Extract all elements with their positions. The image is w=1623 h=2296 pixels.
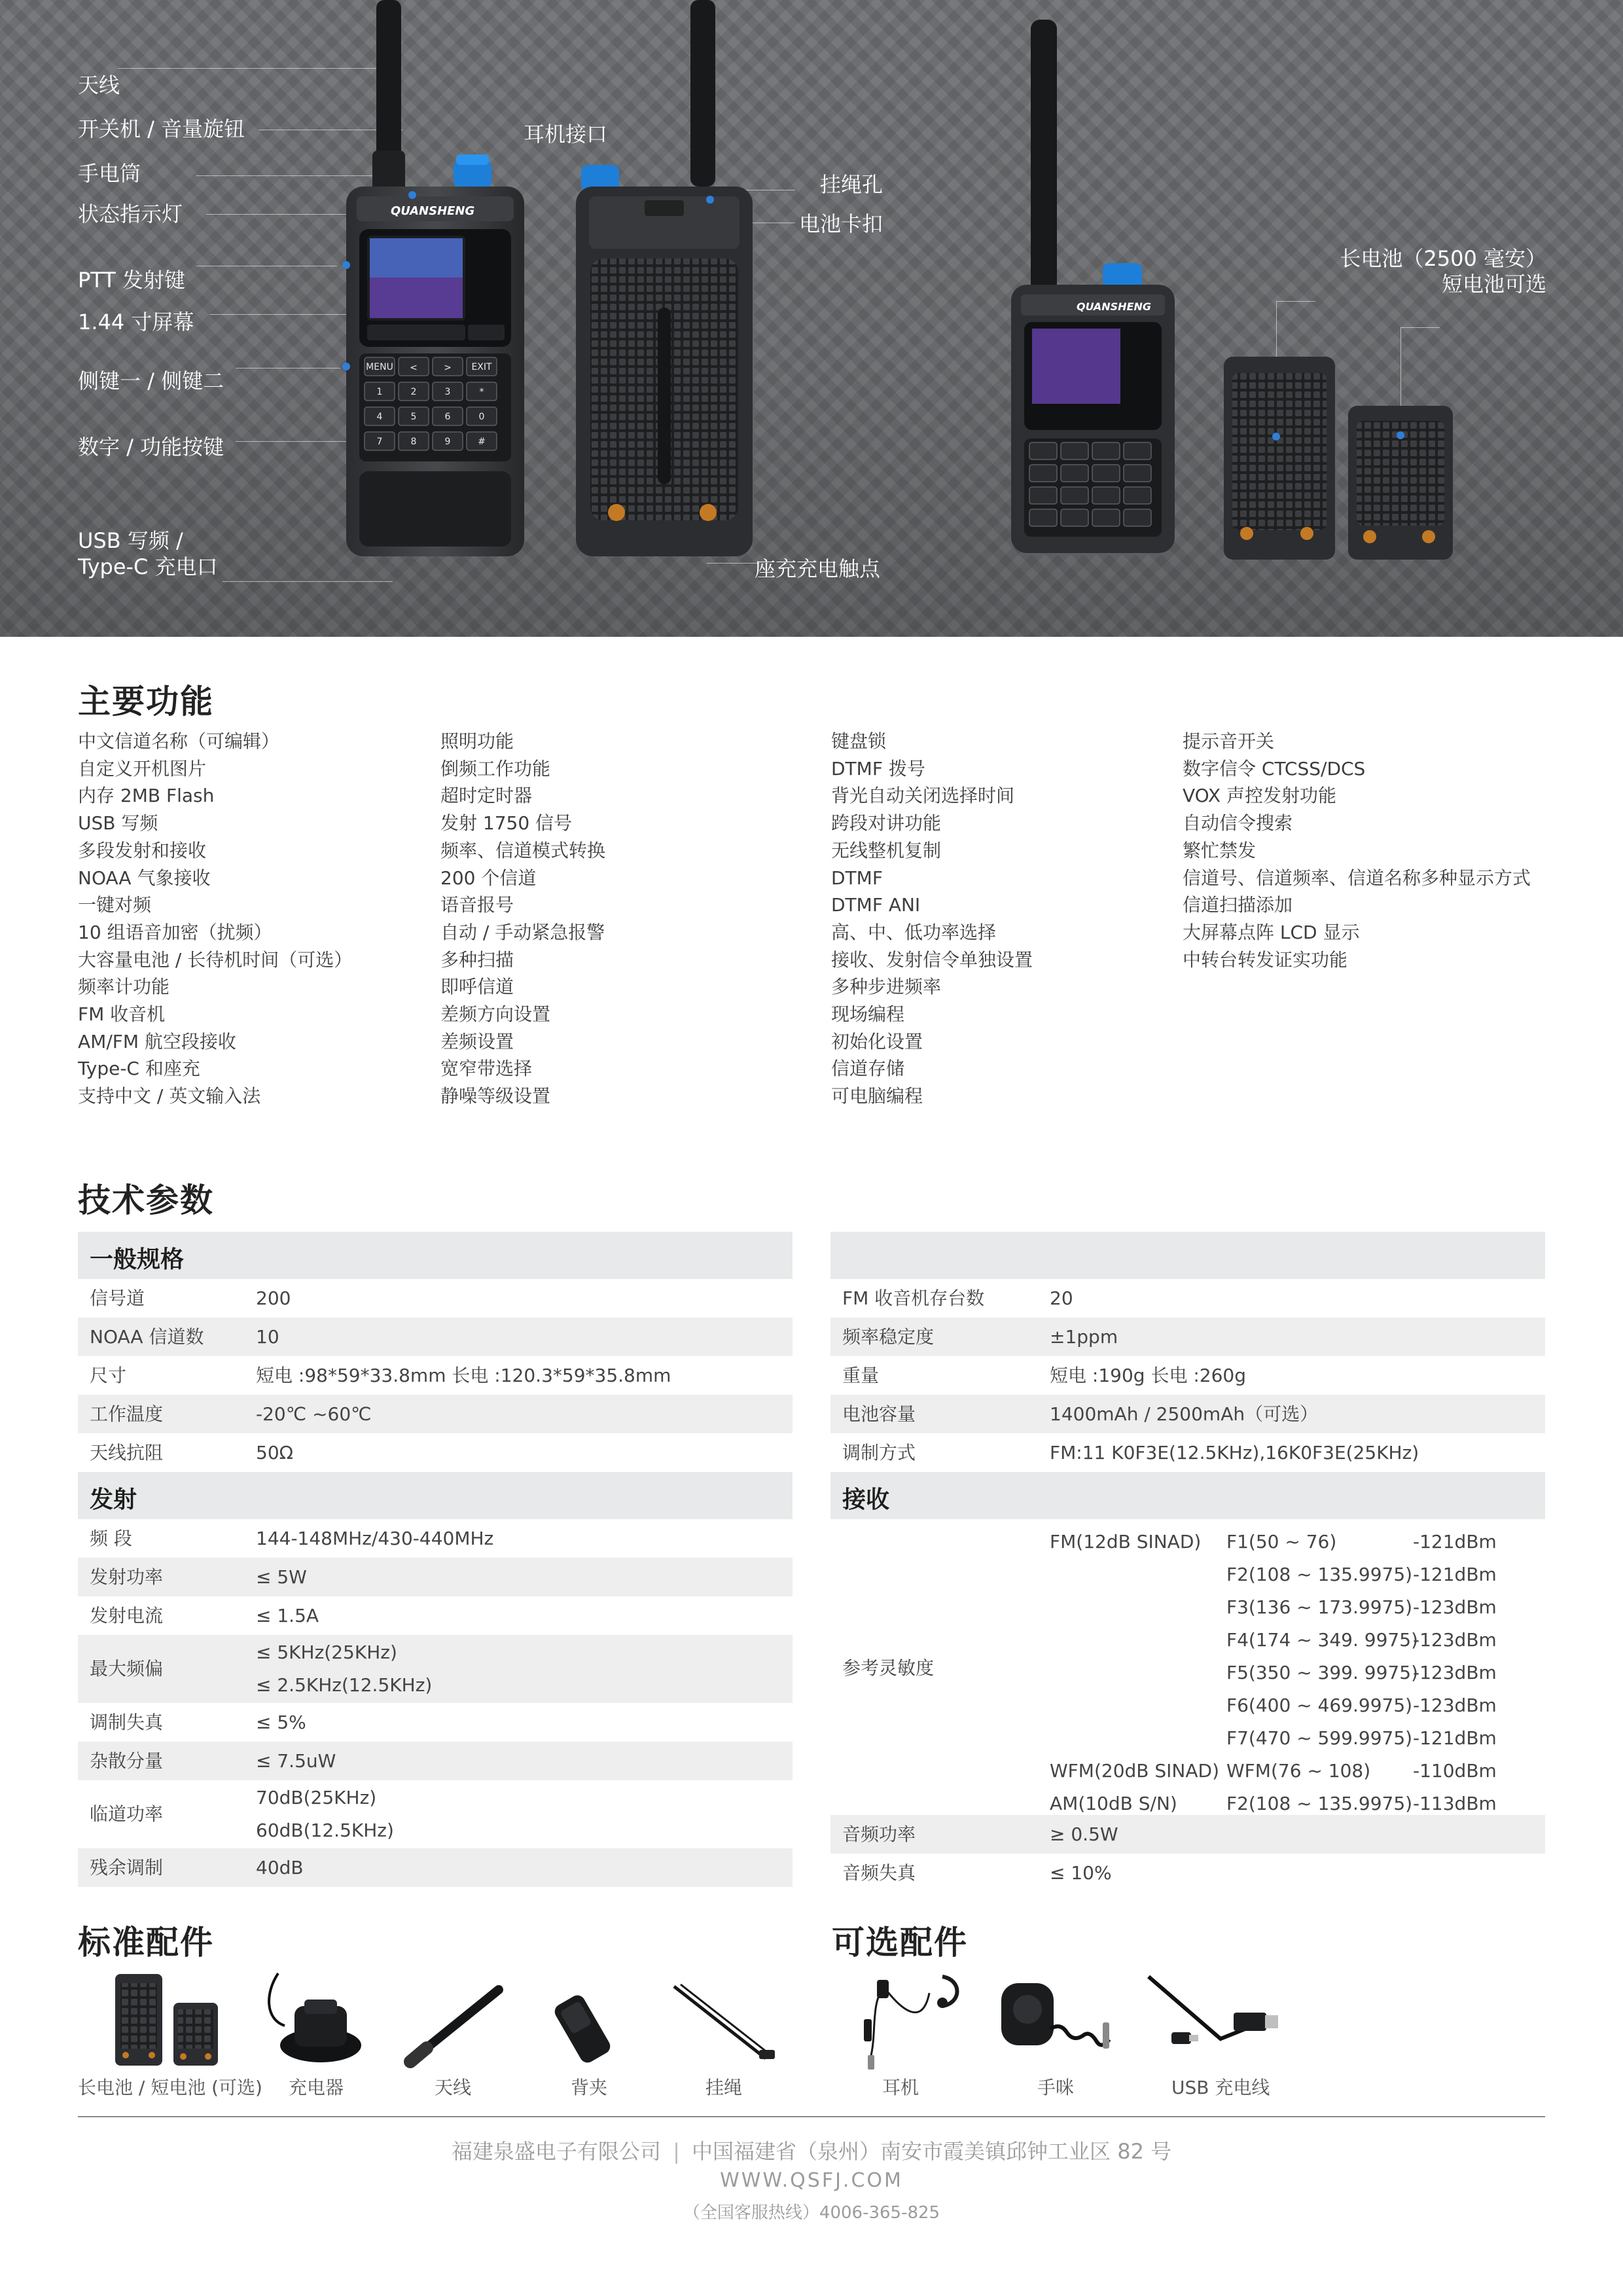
feature-item: USB 写频	[78, 812, 158, 834]
spec-row: 音频功率 ≥ 0.5W	[830, 1815, 1545, 1854]
callout-ptt-key: PTT 发射键	[78, 268, 186, 293]
spec-row: 调制方式 FM:11 K0F3E(12.5KHz),16K0F3E(25KHz)	[842, 1442, 1419, 1463]
svg-text:7: 7	[376, 437, 383, 447]
company-url[interactable]: WWW.QSFJ.COM	[720, 2169, 903, 2192]
spec-row: 尺寸 短电 :98*59*33.8mm 长电 :120.3*59*35.8mm	[90, 1365, 671, 1386]
features-column-2	[440, 728, 605, 1110]
spec-row: 杂散分量 ≤ 7.5uW	[78, 1742, 793, 1780]
standard-accessories-heading: 标准配件	[78, 1924, 214, 1962]
footer-divider	[78, 2116, 1545, 2117]
feature-item: 200 个信道	[440, 867, 537, 889]
sensitivity-value: -123dBm	[1413, 1662, 1497, 1683]
callout-battery-latch: 电池卡扣	[799, 211, 883, 236]
svg-text:5: 5	[410, 412, 417, 422]
callout-keypad: 数字 / 功能按键	[78, 435, 224, 459]
feature-item: 静噪等级设置	[440, 1085, 551, 1107]
svg-text:8: 8	[410, 437, 417, 447]
belt-clip-image	[553, 1986, 632, 2065]
lanyard-image	[668, 1977, 785, 2068]
features-column-3	[831, 728, 1033, 1110]
feature-item: 自动 / 手动紧急报警	[440, 921, 605, 943]
feature-item: 大容量电池 / 长待机时间（可选）	[78, 948, 353, 971]
earphone-caption: 耳机	[882, 2077, 919, 2098]
feature-item: 中文信道名称（可编辑）	[78, 730, 280, 752]
feature-item: NOAA 气象接收	[78, 867, 211, 889]
feature-item: DTMF ANI	[831, 894, 921, 916]
svg-text:*: *	[479, 387, 484, 397]
svg-text:2: 2	[410, 387, 417, 397]
sensitivity-band: F2(108 ~ 135.9975)	[1226, 1793, 1413, 1814]
spec-row: 残余调制 40dB	[78, 1848, 793, 1887]
sensitivity-value: -123dBm	[1413, 1695, 1497, 1716]
feature-item: 可电脑编程	[831, 1085, 923, 1107]
hand-microphone-image	[995, 1977, 1113, 2068]
sensitivity-value: -123dBm	[1413, 1596, 1497, 1618]
spec-row: FM 收音机存台数 20	[842, 1287, 1073, 1309]
spec-row: 发射功率 ≤ 5W	[78, 1558, 793, 1596]
hand-microphone-caption: 手咪	[1037, 2077, 1075, 2098]
callout-flashlight: 手电筒	[78, 161, 141, 186]
feature-item: 自动信令搜索	[1183, 812, 1293, 834]
feature-item: 即呼信道	[440, 976, 514, 998]
feature-item: 语音报号	[440, 894, 514, 916]
sensitivity-value: -121dBm	[1413, 1531, 1497, 1552]
feature-item: 接收、发射信令单独设置	[831, 948, 1033, 971]
feature-item: 无线整机复制	[831, 839, 942, 861]
callout-short-battery: 短电池可选	[1441, 272, 1546, 296]
svg-text:6: 6	[444, 412, 451, 422]
battery-accessory-image	[111, 1970, 223, 2068]
svg-text:4: 4	[376, 412, 383, 422]
specs-heading: 技术参数	[78, 1181, 214, 1219]
feature-item: 信道号、信道频率、信道名称多种显示方式	[1183, 867, 1531, 889]
callout-screen: 1.44 寸屏幕	[78, 310, 194, 334]
feature-item: 照明功能	[440, 730, 514, 752]
spec-row: 临道功率 70dB(25KHz) 60dB(12.5KHz)	[90, 1787, 394, 1841]
features-heading: 主要功能	[78, 683, 214, 721]
spec-row: 天线抗阻 50Ω	[90, 1442, 294, 1463]
company-address: 中国福建省（泉州）南安市霞美镇邱钟工业区 82 号	[692, 2139, 1172, 2164]
spec-row: 信号道 200	[90, 1287, 291, 1309]
feature-item: 数字信令 CTCSS/DCS	[1183, 757, 1366, 780]
spec-row: 重量 短电 :190g 长电 :260g	[842, 1365, 1247, 1386]
rx-spec-header: 接收	[830, 1472, 1545, 1519]
svg-text:1: 1	[376, 387, 383, 397]
callout-earphone-jack: 耳机接口	[524, 122, 608, 147]
earphone-image	[844, 1967, 969, 2072]
product-hero	[0, 0, 1623, 637]
feature-item: VOX 声控发射功能	[1183, 785, 1336, 807]
svg-text:<: <	[410, 363, 418, 373]
spec-row: NOAA 信道数 10	[78, 1318, 793, 1356]
feature-item: 键盘锁	[831, 730, 887, 752]
feature-item: 10 组语音加密（扰频）	[78, 921, 272, 943]
feature-item: AM/FM 航空段接收	[78, 1030, 236, 1052]
feature-item: 发射 1750 信号	[440, 812, 573, 834]
callout-long-battery: 长电池（2500 毫安）	[1340, 246, 1546, 271]
spec-row: 音频失真 ≤ 10%	[842, 1862, 1112, 1884]
service-hotline: （全国客服热线）4006-365-825	[683, 2203, 940, 2223]
feature-item: 信道扫描添加	[1183, 894, 1293, 916]
sensitivity-value: -113dBm	[1413, 1793, 1497, 1814]
callout-usb-typec-port: USB 写频 / Type-C 充电口	[78, 528, 218, 579]
svg-text:#: #	[478, 437, 486, 447]
spec-row: 频 段 144-148MHz/430-440MHz	[90, 1528, 494, 1549]
sensitivity-band: F3(136 ~ 173.9975)	[1226, 1596, 1413, 1618]
feature-item: 一键对频	[78, 894, 152, 916]
feature-item: 高、中、低功率选择	[831, 921, 997, 943]
sensitivity-value: -123dBm	[1413, 1629, 1497, 1651]
svg-text:>: >	[444, 363, 452, 373]
feature-item: 提示音开关	[1183, 730, 1275, 752]
svg-text:QUANSHENG: QUANSHENG	[1077, 300, 1152, 313]
svg-text:MENU: MENU	[366, 362, 393, 372]
sensitivity-band: F4(174 ~ 349. 9975)	[1226, 1629, 1418, 1651]
belt-clip-caption: 背夹	[571, 2077, 608, 2098]
feature-item: 超时定时器	[440, 785, 533, 807]
sensitivity-value: -110dBm	[1413, 1760, 1497, 1782]
sensitivity-band: F6(400 ~ 469.9975)	[1226, 1695, 1413, 1716]
feature-item: 差频设置	[440, 1030, 514, 1052]
usb-cable-image	[1142, 1967, 1279, 2065]
feature-item: 频率计功能	[78, 976, 170, 998]
features-column-1	[78, 728, 352, 1110]
radio-back-image	[563, 0, 766, 563]
callout-antenna: 天线	[78, 73, 120, 98]
sensitivity-mode: FM(12dB SINAD)	[1050, 1531, 1202, 1552]
feature-item: 多种步进频率	[831, 976, 942, 998]
sensitivity-band: F5(350 ~ 399. 9975)	[1226, 1662, 1418, 1683]
feature-item: 初始化设置	[831, 1030, 923, 1052]
sensitivity-block: 参考灵敏度 FM(12dB SINAD) F1(50 ~ 76) -121dBm F2(108 ~ 135.9975) -121dBm F3(136 ~ 173.9975) -123dBm F4(174 ~ 349. 9975) -123dBm F5(350 ~ 399. 9975) -123dBm F6(400 ~ 469.9975) -123dBm F7(470 ~ 599.9975) -121dBm WFM(20dB SINAD) WFM(76 ~ 108) -110dBm AM(10dB S/N) F2(108 ~ 135.9975) -113dBm	[830, 1519, 1545, 1815]
feature-item: 跨段对讲功能	[831, 812, 942, 834]
sensitivity-mode: AM(10dB S/N)	[1050, 1793, 1177, 1814]
long-battery-image	[1221, 353, 1338, 563]
spec-row: 电池容量 1400mAh / 2500mAh（可选）	[830, 1395, 1545, 1433]
callout-lanyard-hole: 挂绳孔	[820, 172, 883, 197]
tx-spec-header: 发射	[78, 1472, 793, 1519]
usb-cable-caption: USB 充电线	[1171, 2077, 1270, 2098]
general-spec-header: 一般规格	[78, 1232, 793, 1279]
feature-item: DTMF 拨号	[831, 757, 925, 780]
general-spec-header-right	[830, 1232, 1545, 1279]
feature-item: 多种扫描	[440, 948, 514, 971]
company-name: 福建泉盛电子有限公司	[451, 2139, 661, 2164]
feature-item: 宽窄带选择	[440, 1058, 533, 1080]
callout-status-led: 状态指示灯	[78, 202, 183, 226]
battery-accessory-caption: 长电池 / 短电池 (可选)	[78, 2077, 262, 2098]
footer-company-line: 福建泉盛电子有限公司 | 中国福建省（泉州）南安市霞美镇邱钟工业区 82 号	[451, 2139, 1172, 2164]
sensitivity-band: F2(108 ~ 135.9975)	[1226, 1564, 1413, 1585]
feature-item: 内存 2MB Flash	[78, 785, 215, 807]
feature-item: 繁忙禁发	[1183, 839, 1257, 861]
antenna-caption: 天线	[435, 2077, 472, 2098]
callout-side-keys: 侧键一 / 侧键二	[78, 368, 224, 393]
sensitivity-value: -121dBm	[1413, 1727, 1497, 1749]
spec-row: 最大频偏 ≤ 5KHz(25KHz) ≤ 2.5KHz(12.5KHz)	[78, 1635, 793, 1703]
feature-item: Type-C 和座充	[78, 1058, 200, 1080]
feature-item: 中转台转发证实功能	[1183, 948, 1348, 971]
feature-item: 多段发射和接收	[78, 839, 207, 861]
charger-caption: 充电器	[289, 2077, 344, 2098]
radio-short-battery-image	[1005, 20, 1181, 563]
feature-item: 自定义开机图片	[78, 757, 207, 780]
svg-text:EXIT: EXIT	[471, 362, 492, 372]
feature-item: 现场编程	[831, 1003, 905, 1026]
feature-item: FM 收音机	[78, 1003, 166, 1026]
sensitivity-band: WFM(76 ~ 108)	[1226, 1760, 1371, 1782]
feature-item: 大屏幕点阵 LCD 显示	[1183, 921, 1360, 943]
feature-item: 背光自动关闭选择时间	[831, 785, 1015, 807]
svg-text:0: 0	[478, 412, 485, 422]
charger-image	[259, 1967, 370, 2068]
lanyard-caption: 挂绳	[705, 2077, 743, 2098]
feature-item: 差频方向设置	[440, 1003, 551, 1026]
callout-power-volume-knob: 开关机 / 音量旋钮	[78, 117, 245, 141]
antenna-image	[401, 1980, 505, 2068]
svg-text:9: 9	[444, 437, 451, 447]
spec-row: 工作温度 -20℃ ~60℃	[78, 1395, 793, 1433]
features-column-4	[1183, 728, 1531, 973]
callout-charging-contacts: 座充充电触点	[755, 556, 881, 581]
spec-row: 频率稳定度 ±1ppm	[830, 1318, 1545, 1356]
short-battery-image	[1345, 403, 1456, 563]
radio-front-image	[330, 0, 540, 563]
feature-item: DTMF	[831, 867, 883, 889]
feature-item: 倒频工作功能	[440, 757, 551, 780]
sensitivity-mode: WFM(20dB SINAD)	[1050, 1760, 1219, 1782]
spec-row: 发射电流 ≤ 1.5A	[90, 1605, 319, 1626]
optional-accessories-heading: 可选配件	[832, 1924, 968, 1962]
sensitivity-band: F7(470 ~ 599.9975)	[1226, 1727, 1413, 1749]
feature-item: 支持中文 / 英文输入法	[78, 1085, 261, 1107]
feature-item: 频率、信道模式转换	[440, 839, 606, 861]
sensitivity-value: -121dBm	[1413, 1564, 1497, 1585]
svg-text:QUANSHENG: QUANSHENG	[391, 204, 475, 218]
svg-text:3: 3	[444, 387, 451, 397]
feature-item: 信道存储	[831, 1058, 905, 1080]
sensitivity-band: F1(50 ~ 76)	[1226, 1531, 1337, 1552]
spec-row: 调制失真 ≤ 5%	[90, 1712, 306, 1733]
